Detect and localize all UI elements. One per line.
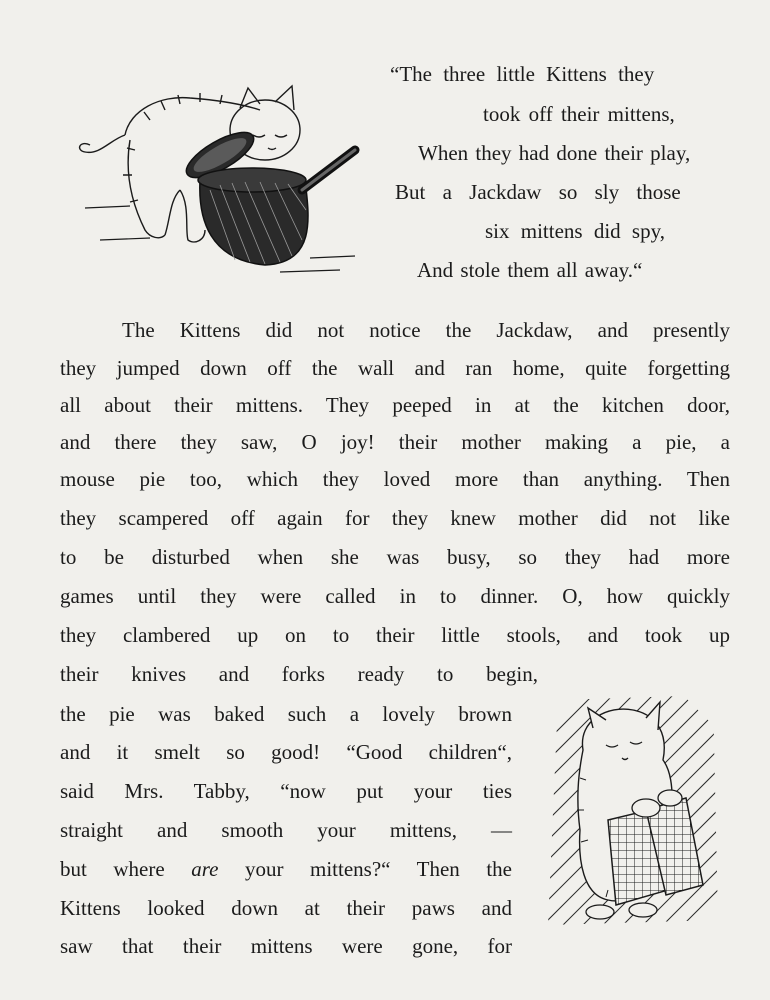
kitten-with-pot-illustration [70, 80, 370, 280]
verse-line-4: But a Jackdaw so sly those [395, 180, 681, 204]
verse-line-2: took off their mittens, [483, 102, 675, 126]
prose-line-14: straight and smooth your mittens, — [60, 818, 512, 842]
prose-line-15-end: your mittens?“ Then the [218, 857, 512, 881]
prose-line-2: they jumped down off the wall and ran home, quite forgetting [60, 356, 730, 380]
verse-line-1: “The three little Kittens they [390, 62, 655, 86]
prose-line-12: and it smelt so good! “Good children“, [60, 740, 512, 764]
verse-line-6: And stole them all away.“ [417, 258, 643, 282]
prose-line-9: they clambered up on to their little stools, and took up [60, 623, 730, 647]
prose-line-13: said Mrs. Tabby, “now put your ties [60, 779, 512, 803]
prose-line-11: the pie was baked such a lovely brown [60, 702, 512, 726]
prose-line-8: games until they were called in to dinner. O, how quickly [60, 584, 730, 608]
verse-line-3: When they had done their play, [418, 141, 691, 165]
prose-line-15-start: but where [60, 857, 192, 881]
emphasis-are: are [191, 857, 219, 881]
prose-line-17: saw that their mittens were gone, for [60, 934, 512, 958]
prose-line-7: to be disturbed when she was busy, so they had more [60, 545, 730, 569]
prose-line-16: Kittens looked down at their paws and [60, 896, 512, 920]
prose-line-5: mouse pie too, which they loved more than anything. Then [60, 467, 730, 491]
kitten-with-mittens-illustration [538, 690, 728, 940]
prose-line-6: they scampered off again for they knew mother did not like [60, 506, 730, 530]
prose-line-3: all about their mittens. They peeped in at the kitchen door, [60, 393, 730, 417]
verse-line-5: six mittens did spy, [485, 219, 665, 243]
prose-line-10: their knives and forks ready to begin, [60, 662, 538, 686]
prose-line-4: and there they saw, O joy! their mother making a pie, a [60, 430, 730, 454]
prose-line-1: The Kittens did not notice the Jackdaw, and presently [122, 318, 730, 342]
prose-line-15 [60, 857, 512, 882]
